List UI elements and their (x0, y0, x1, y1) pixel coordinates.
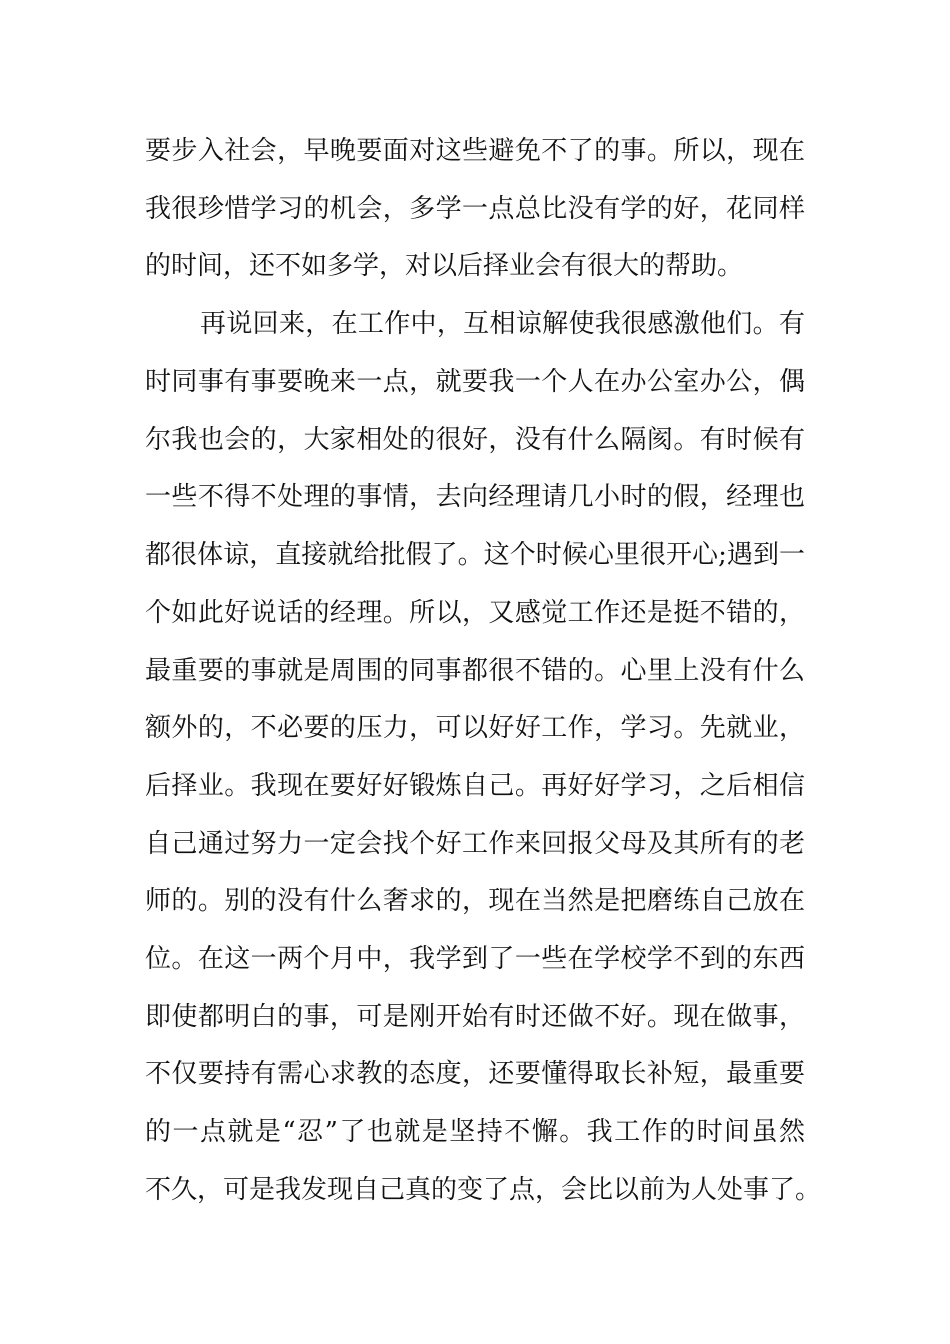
text-line: 不仅要持有需心求教的态度，还要懂得取长补短，最重要 (145, 1059, 805, 1089)
text-line: 后择业。我现在要好好锻炼自己。再好好学习，之后相信 (145, 771, 805, 801)
text-line: 位。在这一两个月中，我学到了一些在学校学不到的东西 (145, 944, 805, 974)
text-line: 师的。别的没有什么奢求的，现在当然是把磨练自己放在 (145, 886, 805, 916)
text-line: 的一点就是“忍”了也就是坚持不懈。我工作的时间虽然 (145, 1117, 805, 1147)
text-line: 一些不得不处理的事情，去向经理请几小时的假，经理也 (145, 482, 805, 512)
text-line: 要步入社会，早晚要面对这些避免不了的事。所以，现在 (145, 136, 805, 166)
text-line: 我很珍惜学习的机会，多学一点总比没有学的好，花同样 (145, 194, 805, 224)
text-line: 个如此好说话的经理。所以，又感觉工作还是挺不错的， (145, 598, 805, 628)
text-line: 的时间，还不如多学，对以后择业会有很大的帮助。 (145, 251, 744, 281)
text-line: 尔我也会的，大家相处的很好，没有什么隔阂。有时候有 (145, 425, 805, 455)
text-line: 不久，可是我发现自己真的变了点，会比以前为人处事了。 (145, 1175, 822, 1205)
text-line: 自己通过努力一定会找个好工作来回报父母及其所有的老 (145, 829, 805, 859)
text-line: 即使都明白的事，可是刚开始有时还做不好。现在做事， (145, 1002, 805, 1032)
text-line: 再说回来，在工作中，互相谅解使我很感激他们。有 (200, 309, 805, 339)
text-line: 额外的，不必要的压力，可以好好工作，学习。先就业， (145, 713, 805, 743)
text-line: 都很体谅，直接就给批假了。这个时候心里很开心;遇到一 (145, 540, 805, 570)
text-line: 最重要的事就是周围的同事都很不错的。心里上没有什么 (145, 656, 805, 686)
text-line: 时同事有事要晚来一点，就要我一个人在办公室办公，偶 (145, 367, 805, 397)
